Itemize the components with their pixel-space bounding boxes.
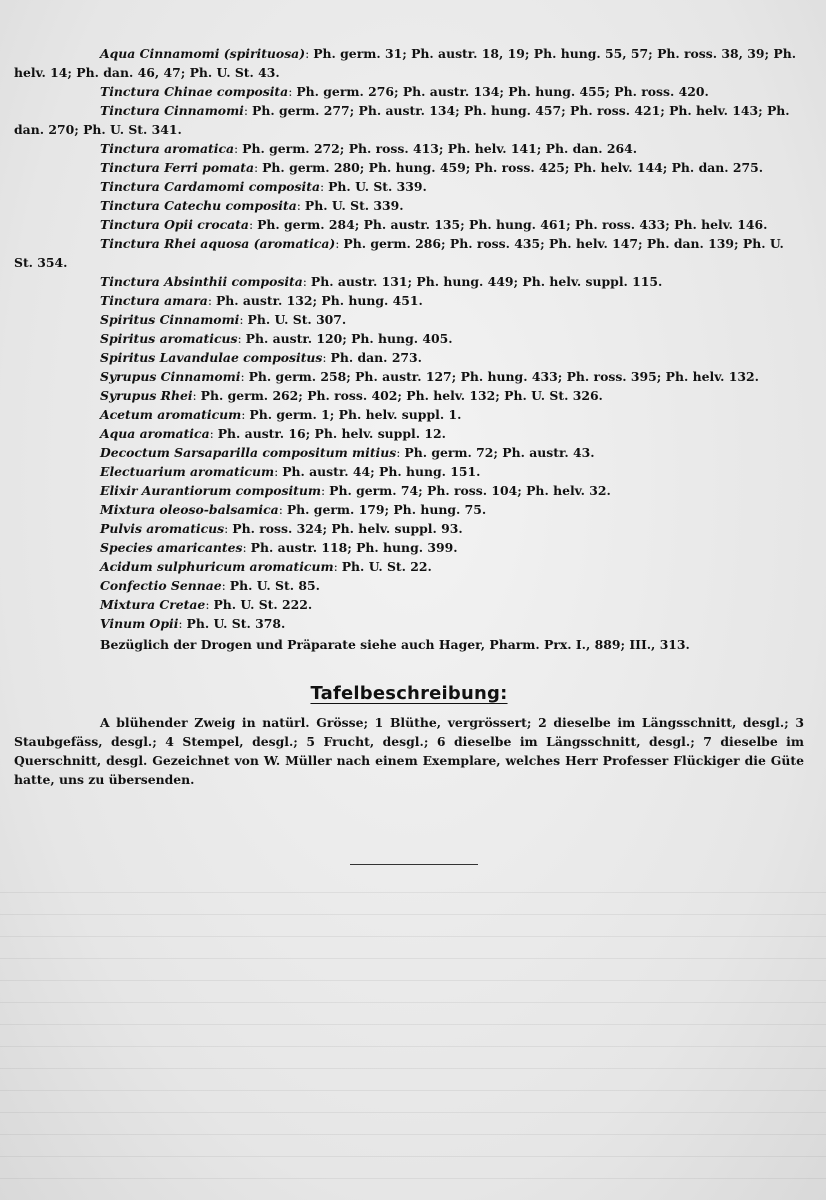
pharmacopoeia-references: Ph. austr. 118; Ph. hung. 399.: [250, 540, 458, 555]
preparation-entry: Syrupus Cinnamomi: Ph. germ. 258; Ph. austr. 127; Ph. hung. 433; Ph. ross. 395; Ph. helv. 132.: [100, 369, 759, 384]
preparation-name: Acetum aromaticum: [100, 407, 242, 422]
pharmacopoeia-references: Ph. germ. 1; Ph. helv. suppl. 1.: [249, 407, 462, 422]
preparation-name: Syrupus Rhei: [100, 388, 193, 403]
preparation-entry: Mixtura oleoso-balsamica: Ph. germ. 179; Ph. hung. 75.: [100, 502, 487, 517]
preparation-entry: Tinctura Absinthii composita: Ph. austr. 131; Ph. hung. 449; Ph. helv. suppl. 115.: [100, 274, 663, 289]
preparation-entry: Tinctura aromatica: Ph. germ. 272; Ph. ross. 413; Ph. helv. 141; Ph. dan. 264.: [100, 141, 638, 156]
reference-note: Bezüglich der Drogen und Präparate siehe auch Hager, Pharm. Prx. I., 889; III., 313.: [100, 637, 690, 652]
preparation-entry: Elixir Aurantiorum compositum: Ph. germ. 74; Ph. ross. 104; Ph. helv. 32.: [100, 483, 611, 498]
preparation-name: Tinctura Absinthii composita: [100, 274, 303, 289]
preparation-entry: Tinctura Rhei aquosa (aromatica): Ph. germ. 286; Ph. ross. 435; Ph. helv. 147; Ph. dan. 139; Ph. U. St. 354.: [14, 236, 784, 270]
pharmacopoeia-references: Ph. germ. 74; Ph. ross. 104; Ph. helv. 32.: [329, 483, 611, 498]
preparation-entry: Species amaricantes: Ph. austr. 118; Ph. hung. 399.: [100, 540, 458, 555]
preparation-name: Tinctura Ferri pomata: [100, 160, 254, 175]
preparation-entry: Tinctura Ferri pomata: Ph. germ. 280; Ph. hung. 459; Ph. ross. 425; Ph. helv. 144; Ph. dan. 275.: [100, 160, 764, 175]
preparation-entry: Aqua Cinnamomi (spirituosa): Ph. germ. 31; Ph. austr. 18, 19; Ph. hung. 55, 57; Ph. ross. 38, 39; Ph. helv. 14; Ph. dan. 46, 47; Ph. U. St. 43.: [14, 46, 797, 80]
preparation-entry: Tinctura amara: Ph. austr. 132; Ph. hung. 451.: [100, 293, 423, 308]
plate-description: A blühender Zweig in natürl. Grösse; 1 Blüthe, vergrössert; 2 dieselbe im Längsschnitt, desgl.; 3 Staubgefäss, desgl.; 4 Stempel, desgl.; 5 Frucht, desgl.; 6 dieselbe im Längsschnitt, desgl.; 7 dieselbe im Querschnitt, desgl. Gezeichnet von W. Müller nach einem Exemplare, welches Herr Professer Flückiger die Güte hatte, uns zu übersenden.: [14, 715, 804, 787]
pharmacopoeia-references: Ph. germ. 284; Ph. austr. 135; Ph. hung. 461; Ph. ross. 433; Ph. helv. 146.: [257, 217, 768, 232]
preparation-entry: Aqua aromatica: Ph. austr. 16; Ph. helv. suppl. 12.: [100, 426, 446, 441]
preparation-entry: Pulvis aromaticus: Ph. ross. 324; Ph. helv. suppl. 93.: [100, 521, 463, 536]
separator-rule: [350, 864, 478, 865]
preparation-name: Tinctura Opii crocata: [100, 217, 249, 232]
preparation-name: Tinctura Cardamomi composita: [100, 179, 320, 194]
preparations-list: [14, 44, 804, 633]
pharmacopoeia-references: Ph. U. St. 22.: [341, 559, 432, 574]
preparation-name: Species amaricantes: [100, 540, 243, 555]
preparation-name: Electuarium aromaticum: [100, 464, 275, 479]
preparation-entry: Acidum sulphuricum aromaticum: Ph. U. St. 22.: [100, 559, 432, 574]
pharmacopoeia-references: Ph. germ. 179; Ph. hung. 75.: [286, 502, 487, 517]
pharmacopoeia-references: Ph. germ. 72; Ph. austr. 43.: [404, 445, 595, 460]
preparation-entry: Mixtura Cretae: Ph. U. St. 222.: [100, 597, 313, 612]
preparation-entry: Spiritus aromaticus: Ph. austr. 120; Ph. hung. 405.: [100, 331, 453, 346]
preparation-name: Tinctura aromatica: [100, 141, 235, 156]
preparation-name: Mixtura oleoso-balsamica: [100, 502, 279, 517]
pharmacopoeia-references: Ph. germ. 262; Ph. ross. 402; Ph. helv. 132; Ph. U. St. 326.: [200, 388, 603, 403]
preparation-name: Tinctura Rhei aquosa (aromatica): [100, 236, 336, 251]
pharmacopoeia-references: Ph. austr. 120; Ph. hung. 405.: [245, 331, 453, 346]
preparation-name: Decoctum Sarsaparilla compositum mitius: [100, 445, 397, 460]
preparation-entry: Tinctura Catechu composita: Ph. U. St. 339.: [100, 198, 404, 213]
preparation-name: Aqua Cinnamomi (spirituosa): [100, 46, 306, 61]
pharmacopoeia-references: Ph. ross. 324; Ph. helv. suppl. 93.: [232, 521, 463, 536]
pharmacopoeia-references: Ph. U. St. 339.: [328, 179, 427, 194]
preparation-name: Spiritus Cinnamomi: [100, 312, 240, 327]
pharmacopoeia-references: Ph. austr. 131; Ph. hung. 449; Ph. helv. suppl. 115.: [310, 274, 663, 289]
pharmacopoeia-references: Ph. germ. 286; Ph. ross. 435; Ph. helv. 147; Ph. dan. 139; Ph. U. St. 354.: [14, 236, 784, 270]
pharmacopoeia-references: Ph. U. St. 339.: [304, 198, 404, 213]
pharmacopoeia-references: Ph. germ. 276; Ph. austr. 134; Ph. hung. 455; Ph. ross. 420.: [296, 84, 709, 99]
preparation-entry: Electuarium aromaticum: Ph. austr. 44; Ph. hung. 151.: [100, 464, 481, 479]
preparation-entry: Tinctura Cinnamomi: Ph. germ. 277; Ph. austr. 134; Ph. hung. 457; Ph. ross. 421; Ph. helv. 143; Ph. dan. 270; Ph. U. St. 341.: [14, 103, 790, 137]
pharmacopoeia-references: Ph. austr. 16; Ph. helv. suppl. 12.: [217, 426, 446, 441]
preparation-entry: Tinctura Chinae composita: Ph. germ. 276; Ph. austr. 134; Ph. hung. 455; Ph. ross. 420.: [100, 84, 709, 99]
preparation-name: Mixtura Cretae: [100, 597, 206, 612]
pharmacopoeia-references: Ph. U. St. 85.: [229, 578, 320, 593]
preparation-name: Aqua aromatica: [100, 426, 210, 441]
preparation-entry: Acetum aromaticum: Ph. germ. 1; Ph. helv. suppl. 1.: [100, 407, 462, 422]
pharmacopoeia-references: Ph. U. St. 307.: [247, 312, 347, 327]
preparation-name: Confectio Sennae: [100, 578, 222, 593]
preparation-name: Tinctura Chinae composita: [100, 84, 289, 99]
preparation-name: Spiritus aromaticus: [100, 331, 238, 346]
pharmacopoeia-references: Ph. germ. 258; Ph. austr. 127; Ph. hung. 433; Ph. ross. 395; Ph. helv. 132.: [248, 369, 759, 384]
pharmacopoeia-references: Ph. U. St. 378.: [186, 616, 286, 631]
preparation-name: Spiritus Lavandulae compositus: [100, 350, 323, 365]
preparation-name: Pulvis aromaticus: [100, 521, 225, 536]
preparation-name: Elixir Aurantiorum compositum: [100, 483, 322, 498]
preparation-name: Tinctura Catechu composita: [100, 198, 297, 213]
preparation-entry: Decoctum Sarsaparilla compositum mitius: Ph. germ. 72; Ph. austr. 43.: [100, 445, 595, 460]
preparation-name: Vinum Opii: [100, 616, 179, 631]
pharmacopoeia-references: Ph. austr. 132; Ph. hung. 451.: [215, 293, 423, 308]
pharmacopoeia-references: Ph. germ. 277; Ph. austr. 134; Ph. hung. 457; Ph. ross. 421; Ph. helv. 143; Ph. dan. 270; Ph. U. St. 341.: [14, 103, 790, 137]
preparation-entry: Vinum Opii: Ph. U. St. 378.: [100, 616, 286, 631]
preparation-name: Syrupus Cinnamomi: [100, 369, 241, 384]
section-title: Tafelbeschreibung:: [310, 683, 508, 704]
preparation-entry: Confectio Sennae: Ph. U. St. 85.: [100, 578, 320, 593]
preparation-name: Acidum sulphuricum aromaticum: [100, 559, 334, 574]
preparation-entry: Syrupus Rhei: Ph. germ. 262; Ph. ross. 402; Ph. helv. 132; Ph. U. St. 326.: [100, 388, 603, 403]
pharmacopoeia-references: Ph. germ. 280; Ph. hung. 459; Ph. ross. 425; Ph. helv. 144; Ph. dan. 275.: [262, 160, 764, 175]
page-content: [14, 44, 804, 789]
preparation-entry: Spiritus Lavandulae compositus: Ph. dan. 273.: [100, 350, 422, 365]
bleed-through-text: [0, 880, 826, 1180]
pharmacopoeia-references: Ph. dan. 273.: [330, 350, 422, 365]
preparation-name: Tinctura amara: [100, 293, 208, 308]
preparation-entry: Tinctura Opii crocata: Ph. germ. 284; Ph. austr. 135; Ph. hung. 461; Ph. ross. 433; Ph. helv. 146.: [100, 217, 768, 232]
pharmacopoeia-references: Ph. germ. 272; Ph. ross. 413; Ph. helv. 141; Ph. dan. 264.: [242, 141, 638, 156]
preparation-entry: Tinctura Cardamomi composita: Ph. U. St. 339.: [100, 179, 427, 194]
pharmacopoeia-references: Ph. austr. 44; Ph. hung. 151.: [282, 464, 481, 479]
preparation-entry: Spiritus Cinnamomi: Ph. U. St. 307.: [100, 312, 347, 327]
preparation-name: Tinctura Cinnamomi: [100, 103, 244, 118]
pharmacopoeia-references: Ph. U. St. 222.: [213, 597, 313, 612]
pharmacopoeia-references: Ph. germ. 31; Ph. austr. 18, 19; Ph. hung. 55, 57; Ph. ross. 38, 39; Ph. helv. 14; Ph. dan. 46, 47; Ph. U. St. 43.: [14, 46, 797, 80]
